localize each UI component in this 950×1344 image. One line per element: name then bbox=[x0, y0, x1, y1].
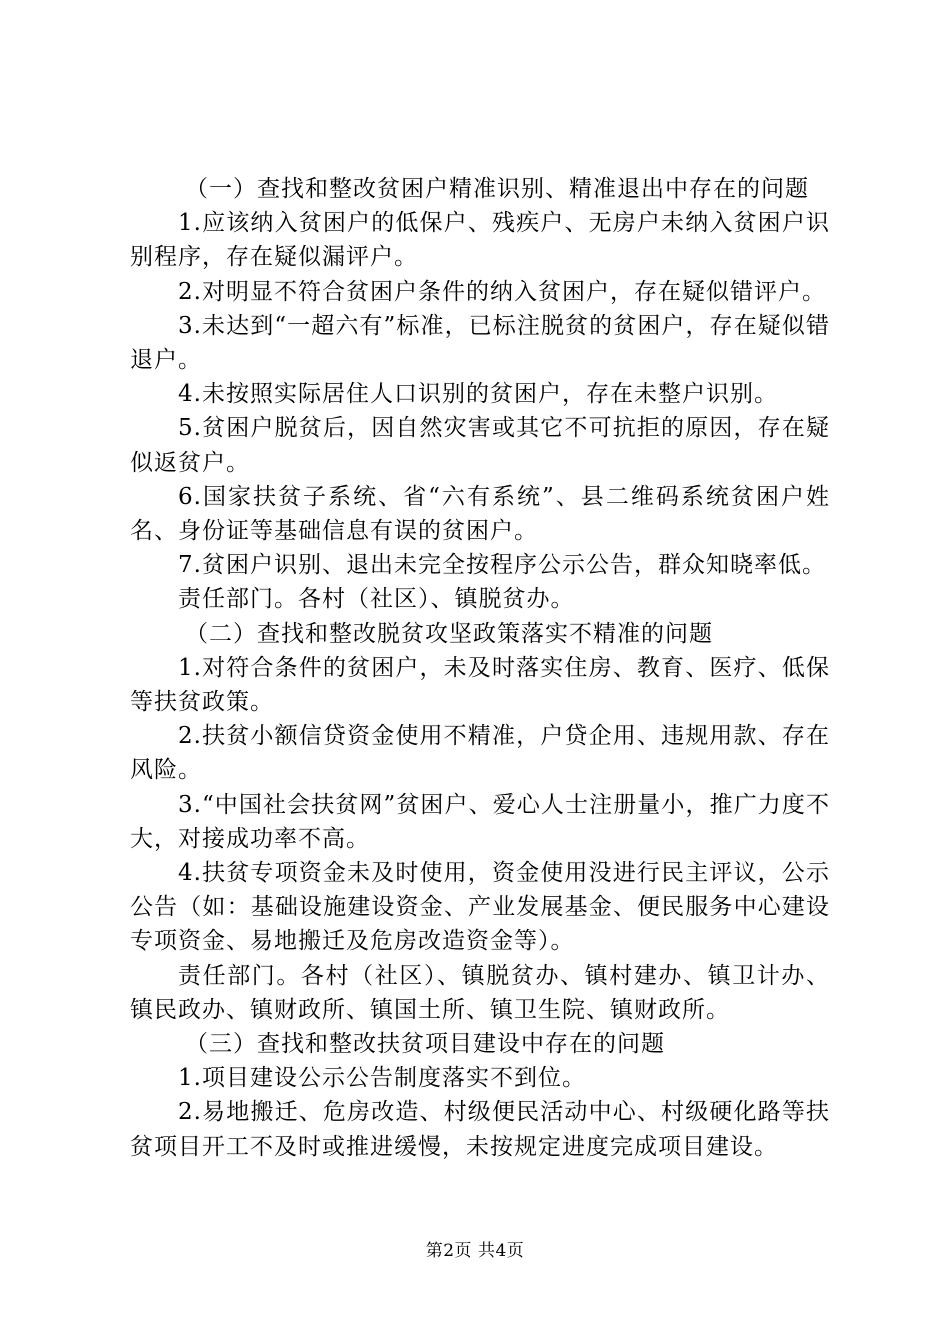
list-item: 3.“中国社会扶贫网”贫困户、爱心人士注册量小，推广力度不大，对接成功率不高。 bbox=[130, 791, 830, 852]
list-item: 5.贫困户脱贫后，因自然灾害或其它不可抗拒的原因，存在疑似返贫户。 bbox=[130, 415, 830, 476]
list-item: 4.未按照实际居住人口识别的贫困户，存在未整户识别。 bbox=[178, 381, 778, 408]
page-footer: 第2页 共4页 bbox=[425, 1241, 525, 1261]
document-body bbox=[130, 172, 830, 1164]
responsible-departments: 责任部门。各村（社区）、镇脱贫办。 bbox=[178, 586, 575, 613]
list-item: 1.项目建设公示公告制度落实不到位。 bbox=[178, 1065, 586, 1092]
section-heading-1: （一）查找和整改贫困户精准识别、精准退出中存在的问题 bbox=[185, 176, 809, 202]
list-item: 2.扶贫小额信贷资金使用不精准，户贷企用、违规用款、存在风险。 bbox=[130, 723, 830, 784]
list-item: 1.应该纳入贫困户的低保户、残疾户、无房户未纳入贫困户识别程序，存在疑似漏评户。 bbox=[130, 210, 830, 271]
list-item: 4.扶贫专项资金未及时使用，资金使用没进行民主评议，公示公告（如：基础设施建设资金、产业发展基金、便民服务中心建设专项资金、易地搬迁及危房改造资金等）。 bbox=[130, 860, 830, 955]
section-heading-2: （二）查找和整改脱贫攻坚政策落实不精准的问题 bbox=[185, 620, 713, 647]
list-item: 3.未达到“一超六有”标准，已标注脱贫的贫困户，存在疑似错退户。 bbox=[130, 312, 830, 374]
section-heading-3: （三）查找和整改扶贫项目建设中存在的问题 bbox=[185, 1031, 665, 1058]
list-item: 6.国家扶贫子系统、省“六有系统”、县二维码系统贫困户姓名、身份证等基础信息有误的贫困户。 bbox=[130, 483, 830, 545]
list-item: 1.对符合条件的贫困户，未及时落实住房、教育、医疗、低保等扶贫政策。 bbox=[130, 654, 830, 716]
responsible-departments: 责任部门。各村（社区）、镇脱贫办、镇村建办、镇卫计办、镇民政办、镇财政所、镇国土所、镇卫生院、镇财政所。 bbox=[130, 962, 830, 1023]
list-item: 2.易地搬迁、危房改造、村级便民活动中心、村级硬化路等扶贫项目开工不及时或推进缓慢，未按规定进度完成项目建设。 bbox=[130, 1099, 830, 1160]
list-item: 7.贫困户识别、退出未完全按程序公示公告，群众知晓率低。 bbox=[178, 552, 826, 579]
list-item: 2.对明显不符合贫困户条件的纳入贫困户，存在疑似错评户。 bbox=[178, 278, 826, 305]
